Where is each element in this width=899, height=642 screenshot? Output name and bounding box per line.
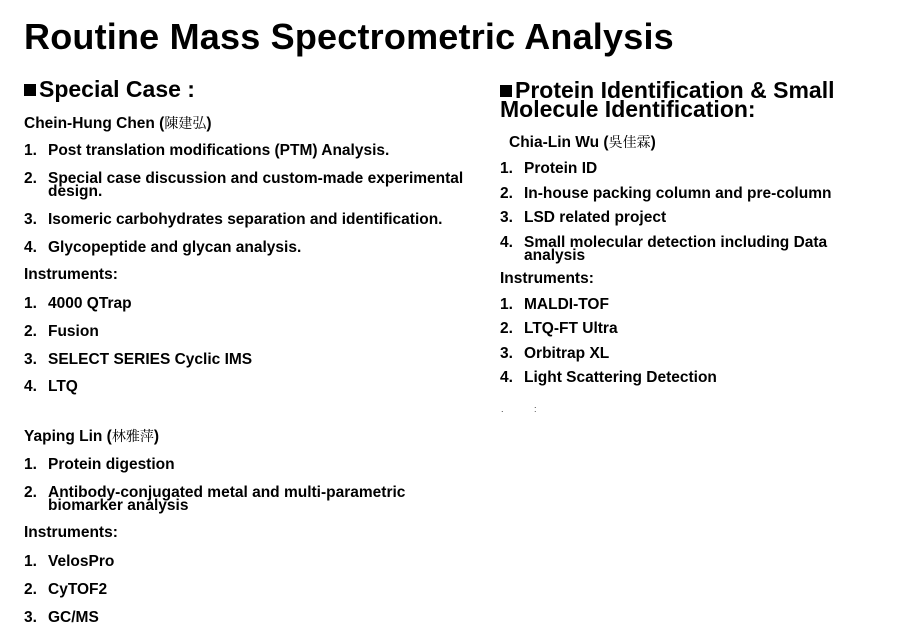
person-chia-lin-wu (509, 132, 656, 152)
list-item-number: 2. (24, 323, 37, 340)
instrument-name: Orbitrap XL (524, 345, 610, 362)
list-item-number: 4. (500, 369, 513, 386)
list-item-number: 1. (24, 295, 37, 312)
list-item (24, 172, 474, 198)
heading-line-2: Molecule Identification: (500, 96, 756, 122)
person-name-close: ) (153, 428, 160, 445)
instrument-name: VelosPro (48, 553, 115, 570)
person-name: Chia-Lin Wu ( (509, 134, 609, 151)
list-item (500, 162, 880, 175)
instrument-item (24, 611, 474, 624)
instrument-name: GC/MS (48, 609, 99, 626)
person-name: Chein-Hung Chen ( (24, 115, 165, 132)
instrument-name: LTQ (48, 378, 78, 395)
person-cjk-name: 林雅萍 (111, 429, 154, 445)
list-item (500, 236, 840, 262)
instrument-item (24, 325, 474, 338)
instrument-name: Light Scattering Detection (524, 369, 717, 386)
instruments-label: Instruments: (24, 266, 118, 283)
instrument-item (500, 298, 880, 311)
list-item (500, 211, 880, 224)
instrument-item (500, 347, 880, 360)
instrument-item (24, 380, 474, 393)
instrument-item (500, 322, 880, 335)
list-item-text: LSD related project (524, 209, 667, 226)
list-item-number: 2. (24, 484, 37, 501)
list-item-number: 3. (24, 351, 37, 368)
person-chein-hung-chen (24, 113, 212, 133)
person-name: Yaping Lin ( (24, 428, 112, 445)
trailing-marks: . : (501, 404, 551, 414)
instrument-name: 4000 QTrap (48, 295, 132, 312)
page-title: Routine Mass Spectrometric Analysis (24, 16, 674, 57)
list-item-number: 4. (24, 378, 37, 395)
instrument-name: Fusion (48, 323, 99, 340)
list-item-number: 3. (24, 609, 37, 626)
list-item-text: Protein ID (524, 160, 598, 177)
instrument-item (24, 583, 474, 596)
list-item (24, 458, 474, 471)
square-bullet-icon (24, 84, 36, 96)
person-yaping-lin (24, 426, 159, 446)
list-item-number: 4. (500, 234, 513, 251)
person-cjk-name: 陳建弘 (164, 116, 207, 132)
list-item-number: 1. (500, 160, 513, 177)
list-item-number: 1. (24, 456, 37, 473)
list-item-number: 3. (500, 345, 513, 362)
list-item-number: 3. (24, 211, 37, 228)
instruments-label: Instruments: (500, 270, 594, 287)
list-item (24, 486, 444, 512)
list-item-number: 2. (500, 185, 513, 202)
list-item (24, 144, 474, 157)
special-case-heading (24, 76, 195, 102)
list-item-text: Small molecular detection including Data analysis (524, 234, 828, 264)
list-item-number: 3. (500, 209, 513, 226)
list-item-number: 2. (24, 581, 37, 598)
instrument-item (24, 353, 474, 366)
instrument-item (500, 371, 880, 384)
list-item-text: Antibody-conjugated metal and multi-parametric biomarker analysis (48, 484, 406, 514)
list-item-number: 1. (500, 296, 513, 313)
list-item-text: Glycopeptide and glycan analysis. (48, 239, 302, 256)
list-item-text: Post translation modifications (PTM) Analysis. (48, 142, 390, 159)
list-item-number: 1. (24, 553, 37, 570)
list-item-text: Special case discussion and custom-made experimental design. (48, 170, 464, 200)
instrument-name: MALDI-TOF (524, 296, 609, 313)
list-item-text: Isomeric carbohydrates separation and identification. (48, 211, 443, 228)
special-case-heading-text: Special Case : (39, 76, 195, 102)
instrument-item (24, 297, 474, 310)
list-item (500, 187, 880, 200)
protein-identification-heading (500, 77, 835, 122)
list-item-number: 4. (24, 239, 37, 256)
instrument-name: LTQ-FT Ultra (524, 320, 618, 337)
list-item (24, 241, 474, 254)
instruments-label: Instruments: (24, 524, 118, 541)
person-cjk-name: 吳佳霖 (608, 135, 651, 151)
list-item-text: In-house packing column and pre-column (524, 185, 832, 202)
heading-line-1: Protein Identification & Small (515, 77, 835, 103)
list-item (24, 213, 474, 226)
list-item-number: 2. (500, 320, 513, 337)
list-item-number: 1. (24, 142, 37, 159)
list-item-number: 2. (24, 170, 37, 187)
list-item-text: Protein digestion (48, 456, 175, 473)
instrument-name: SELECT SERIES Cyclic IMS (48, 351, 253, 368)
person-name-close: ) (206, 115, 212, 132)
instrument-name: CyTOF2 (48, 581, 108, 598)
person-name-close: ) (650, 134, 656, 151)
instrument-item (24, 555, 474, 568)
